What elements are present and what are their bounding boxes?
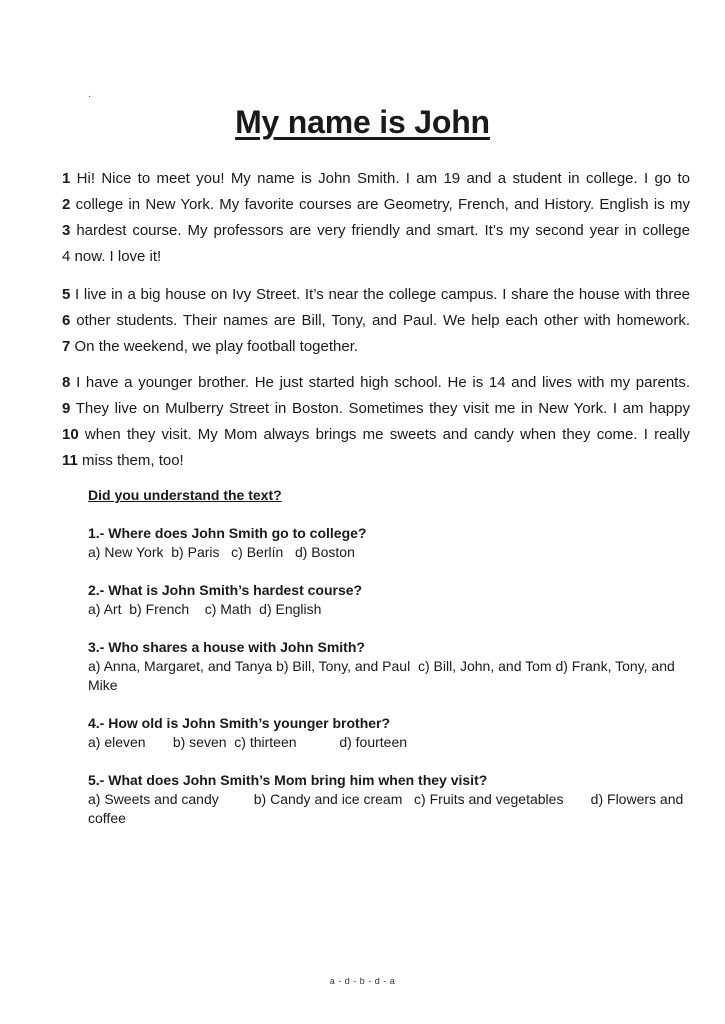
comprehension-quiz <box>88 486 688 847</box>
line-text: when they visit. My Mom always brings me sweets and candy when they come. I really <box>84 426 690 443</box>
quiz-question <box>88 714 688 752</box>
line-number: 7 <box>62 338 71 355</box>
text-line <box>62 422 690 448</box>
quiz-question <box>88 581 688 619</box>
line-text: On the weekend, we play football together. <box>74 338 359 355</box>
paragraph-2 <box>62 282 690 360</box>
paragraph-3 <box>62 370 690 474</box>
stray-mark: · <box>88 91 92 102</box>
answer-key: a - d - b - d - a <box>329 976 396 986</box>
question-options: a) New York b) Paris c) Berlín d) Boston <box>88 544 355 560</box>
line-number: 4 <box>62 248 71 265</box>
page-title: My name is John <box>235 104 490 140</box>
line-text: I have a younger brother. He just started high school. He is 14 and lives with my parents. <box>76 374 691 391</box>
question-text: 5.- What does John Smith’s Mom bring him when they visit? <box>88 772 488 788</box>
question-options: a) eleven b) seven c) thirteen d) fourteen <box>88 734 408 750</box>
text-line <box>62 396 690 422</box>
line-text: now. I love it! <box>74 248 162 265</box>
text-line <box>62 192 690 218</box>
line-text: I live in a big house on Ivy Street. It’s near the college campus. I share the house with three <box>75 286 691 303</box>
line-text: college in New York. My favorite courses are Geometry, French, and History. English is my <box>75 196 690 213</box>
line-text: miss them, too! <box>82 452 184 469</box>
line-text: hardest course. My professors are very friendly and smart. It’s my second year in college <box>76 222 690 239</box>
line-number: 8 <box>62 374 71 391</box>
question-text: 4.- How old is John Smith’s younger brother? <box>88 715 391 731</box>
paragraph-1 <box>62 166 690 270</box>
text-line <box>62 334 690 360</box>
question-options: a) Art b) French c) Math d) English <box>88 601 322 617</box>
text-line <box>62 370 690 396</box>
question-text: 2.- What is John Smith’s hardest course? <box>88 582 363 598</box>
line-number: 6 <box>62 312 71 329</box>
line-number: 10 <box>62 426 79 443</box>
text-line <box>62 166 690 192</box>
quiz-heading: Did you understand the text? <box>88 487 282 503</box>
text-line <box>62 244 690 270</box>
text-line <box>62 282 690 308</box>
line-number: 2 <box>62 196 71 213</box>
question-text: 3.- Who shares a house with John Smith? <box>88 639 365 655</box>
quiz-question <box>88 638 688 695</box>
text-line <box>62 218 690 244</box>
line-number: 11 <box>62 452 78 469</box>
quiz-question <box>88 771 688 828</box>
line-text: Hi! Nice to meet you! My name is John Smith. I am 19 and a student in college. I go to <box>76 170 690 187</box>
question-text: 1.- Where does John Smith go to college? <box>88 525 367 541</box>
question-options: a) Sweets and candy b) Candy and ice cream c) Fruits and vegetables d) Flowers and coffee <box>88 791 688 826</box>
text-line <box>62 308 690 334</box>
question-options: a) Anna, Margaret, and Tanya b) Bill, Tony, and Paul c) Bill, John, and Tom d) Frank, Tony, and Mike <box>88 658 679 693</box>
line-text: They live on Mulberry Street in Boston. Sometimes they visit me in New York. I am happy <box>75 400 690 417</box>
text-line <box>62 448 690 474</box>
quiz-question <box>88 524 688 562</box>
line-text: other students. Their names are Bill, Tony, and Paul. We help each other with homework. <box>76 312 690 329</box>
line-number: 5 <box>62 286 71 303</box>
line-number: 3 <box>62 222 71 239</box>
line-number: 1 <box>62 170 71 187</box>
line-number: 9 <box>62 400 71 417</box>
